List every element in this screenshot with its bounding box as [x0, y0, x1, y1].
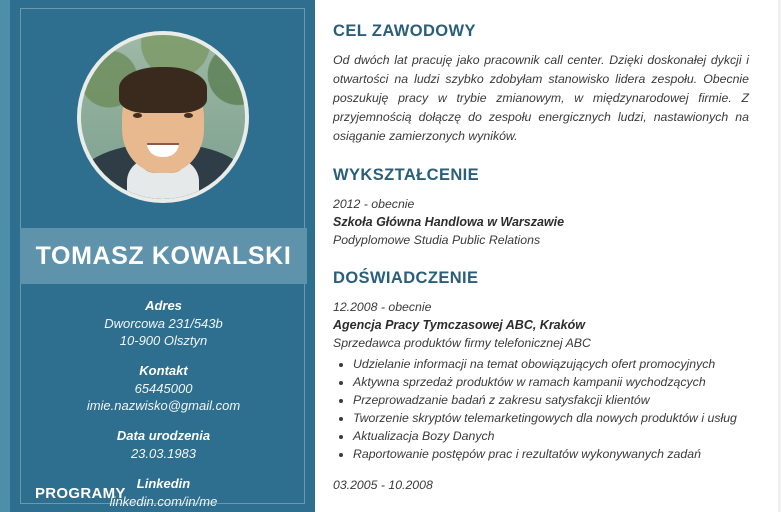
- contact-phone: 65445000: [134, 381, 193, 396]
- section-heading-goal: CEL ZAWODOWY: [333, 22, 476, 40]
- education-period: 2012 - obecnie: [333, 197, 415, 211]
- contact-title: Kontakt: [139, 363, 188, 378]
- photo-eyebrow-left: [129, 105, 145, 108]
- duty-item: • Raportowanie postępów prac i rezultatów wykonywanych zadań: [353, 445, 749, 463]
- education-field: Podyplomowe Studia Public Relations: [333, 233, 541, 247]
- duty-item: • Przeprowadzanie badań z zakresu satysfakcji klientów: [353, 391, 749, 409]
- sidebar-sections: [21, 284, 306, 510]
- experience-item: [333, 476, 749, 494]
- photo-eye-right: [184, 113, 193, 118]
- experience-duties: [333, 355, 749, 463]
- experience-period: 12.2008 - obecnie: [333, 300, 432, 314]
- birthdate-title: Data urodzenia: [116, 428, 211, 443]
- avatar: [77, 31, 249, 203]
- cv-main-column: [315, 0, 773, 512]
- contact-email[interactable]: imie.nazwisko@gmail.com: [86, 398, 241, 413]
- spacer: [333, 469, 749, 476]
- duty-item: • Aktywna sprzedaż produktów w ramach kampanii wychodzących: [353, 373, 749, 391]
- address-line-2: 10-900 Olsztyn: [119, 333, 208, 348]
- address-line-1: Dworcowa 231/543b: [104, 316, 223, 331]
- goal-paragraph: Od dwóch lat pracuję jako pracownik call center. Dzięki doskonałej dykcji i otwartości na ludzi szybko zdobyłam stanowisko lidera zespołu. Obecnie poszukuję pracy w trybie zmianowym, w międzynarodowej firmie. Z przyjemnością dołączę do zespołu energicznych ludzi, nastawionych na osiąganie zamierzonych wyników.: [333, 53, 749, 143]
- education-school: Szkoła Główna Handlowa w Warszawie: [333, 215, 565, 229]
- photo-eyebrow-right: [181, 105, 197, 108]
- address-title: Adres: [145, 298, 182, 313]
- section-heading-education: WYKSZTAŁCENIE: [333, 166, 480, 184]
- linkedin-title: Linkedin: [136, 476, 191, 491]
- duty-item: • Aktualizacja Bozy Danych: [353, 427, 749, 445]
- linkedin-url[interactable]: linkedin.com/in/me: [109, 494, 218, 509]
- sidebar-section-birthdate: [21, 428, 306, 462]
- duty-item: • Udzielanie informacji na temat obowiązujących ofert promocyjnych: [353, 355, 749, 373]
- photo-eye-left: [133, 113, 142, 118]
- candidate-name-band: [20, 228, 307, 284]
- candidate-name: TOMASZ KOWALSKI: [35, 241, 292, 270]
- duty-item: • Tworzenie skryptów telemarketingowych dla nowych produktów i usług: [353, 409, 749, 427]
- sidebar-section-address: [21, 298, 306, 349]
- birthdate-value: 23.03.1983: [130, 446, 197, 461]
- section-heading-experience: DOŚWIADCZENIE: [333, 269, 479, 287]
- experience-role: Sprzedawca produktów firmy telefonicznej ABC: [333, 336, 591, 350]
- sidebar-inner-frame: [20, 8, 305, 509]
- left-accent-band: [0, 0, 10, 512]
- experience-item: [333, 298, 749, 463]
- cv-sidebar: [10, 0, 315, 512]
- experience-company: Agencja Pracy Tymczasowej ABC, Kraków: [333, 318, 585, 332]
- sidebar-section-contact: [21, 363, 306, 414]
- experience-period: 03.2005 - 10.2008: [333, 478, 433, 492]
- sidebar-heading-programs: PROGRAMY: [35, 485, 126, 502]
